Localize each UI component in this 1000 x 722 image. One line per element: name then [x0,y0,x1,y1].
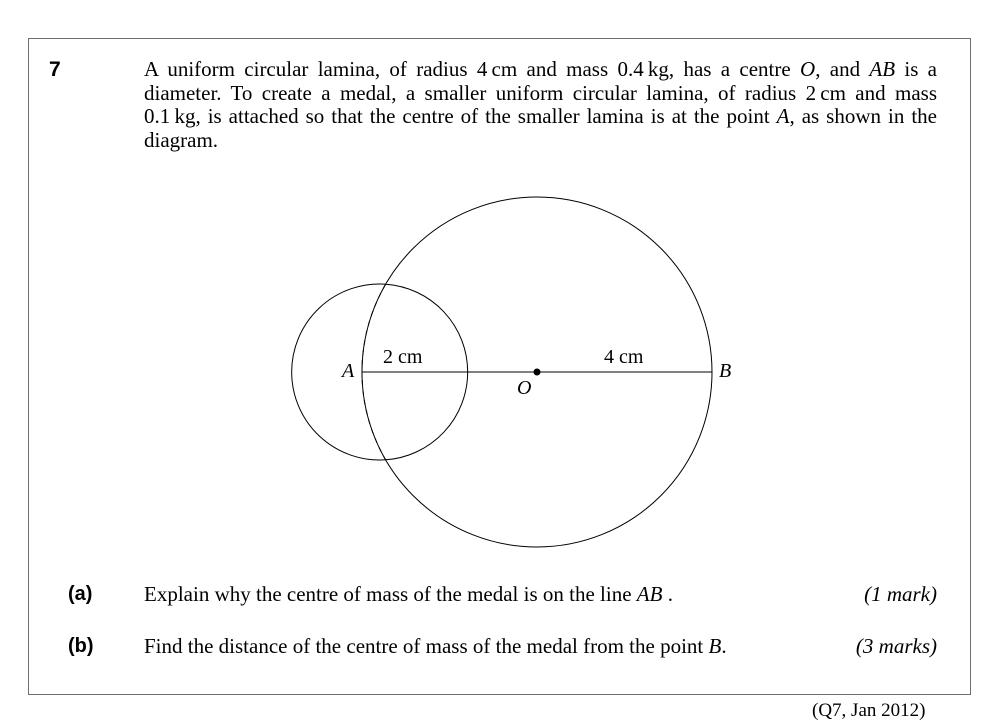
question-number: 7 [49,58,61,81]
label-b: B [719,360,732,382]
label-small-radius: 2 cm [383,346,423,368]
centre-o-dot [534,369,541,376]
part-a-text: Explain why the centre of mass of the medal is on the line AB . [144,582,673,606]
part-b-text: Find the distance of the centre of mass of the medal from the point B. [144,634,727,658]
part-b-marks: (3 marks) [855,634,937,658]
label-a: A [342,360,355,382]
label-large-radius: 4 cm [604,346,644,368]
source-reference: (Q7, Jan 2012) [812,700,926,721]
part-a-marks: (1 mark) [864,582,937,606]
part-a-label: (a) [68,583,93,605]
part-b-label: (b) [68,635,94,657]
question-stem: A uniform circular lamina, of radius 4 cm and mass 0.4 kg, has a centre O, and AB is a diameter. To create a medal, a smaller uniform circular lamina, of radius 2 cm and mass 0.1 kg, is attached so that the centre of the smaller lamina is at the point A, as shown in the diagram. [144,57,937,152]
label-o: O [517,377,532,399]
